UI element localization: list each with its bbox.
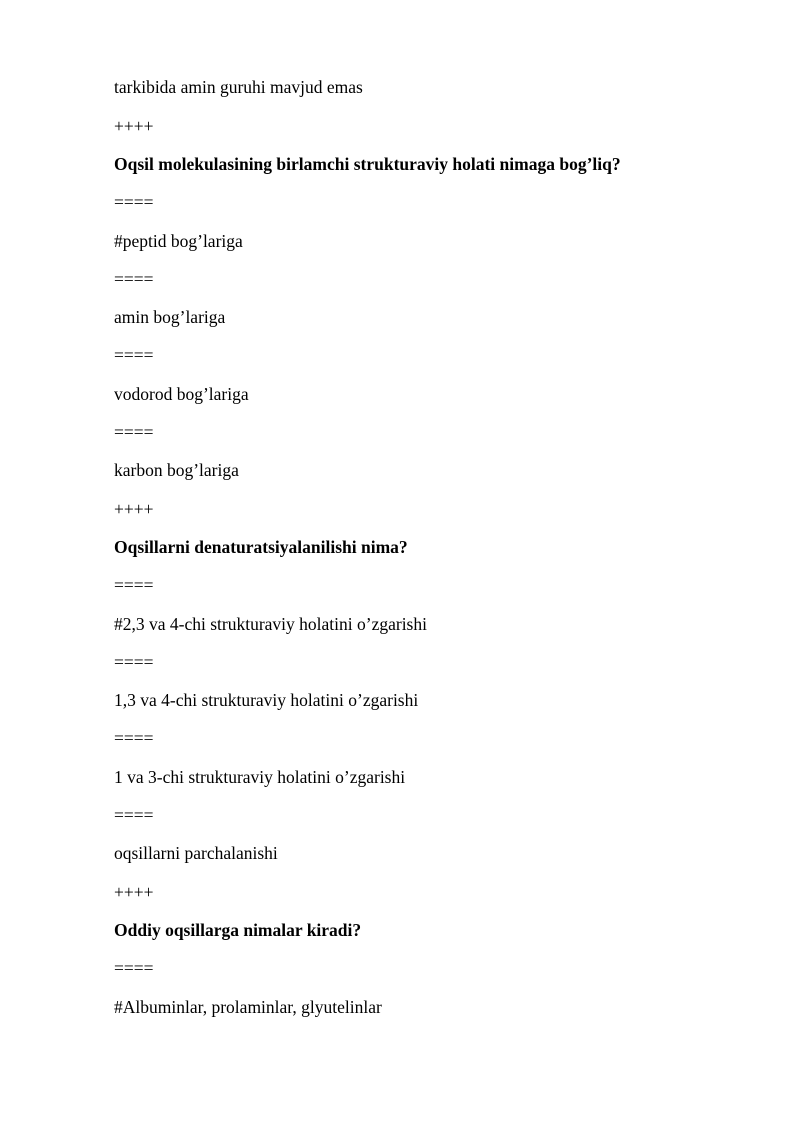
separator-line: ++++ <box>114 499 154 519</box>
separator-line: ==== <box>114 192 154 212</box>
separator-line: ++++ <box>114 116 154 136</box>
answer-line: #Albuminlar, prolaminlar, glyutelinlar <box>114 997 382 1017</box>
answer-line: vodorod bog’lariga <box>114 384 249 404</box>
answer-line: 1 va 3-chi strukturaviy holatini o’zgarishi <box>114 767 406 787</box>
separator-line: ==== <box>114 958 154 978</box>
separator-line: ==== <box>114 575 154 595</box>
separator-line: ==== <box>114 728 154 748</box>
answer-line: #2,3 va 4-chi strukturaviy holatini o’zgarishi <box>114 614 427 634</box>
separator-line: ==== <box>114 345 154 365</box>
separator-line: ==== <box>114 269 154 289</box>
answer-line: oqsillarni parchalanishi <box>114 843 278 863</box>
answer-line: tarkibida amin guruhi mavjud emas <box>114 77 363 97</box>
question-heading: Oqsillarni denaturatsiyalanilishi nima? <box>114 537 408 557</box>
separator-line: ==== <box>114 422 154 442</box>
answer-line: 1,3 va 4-chi strukturaviy holatini o’zgarishi <box>114 690 419 710</box>
answer-line: karbon bog’lariga <box>114 460 239 480</box>
separator-line: ==== <box>114 805 154 825</box>
question-heading: Oqsil molekulasining birlamchi strukturaviy holati nimaga bog’liq? <box>114 154 621 174</box>
separator-line: ++++ <box>114 882 154 902</box>
question-heading: Oddiy oqsillarga nimalar kiradi? <box>114 920 362 940</box>
answer-line: amin bog’lariga <box>114 307 226 327</box>
answer-line: #peptid bog’lariga <box>114 231 243 251</box>
separator-line: ==== <box>114 652 154 672</box>
